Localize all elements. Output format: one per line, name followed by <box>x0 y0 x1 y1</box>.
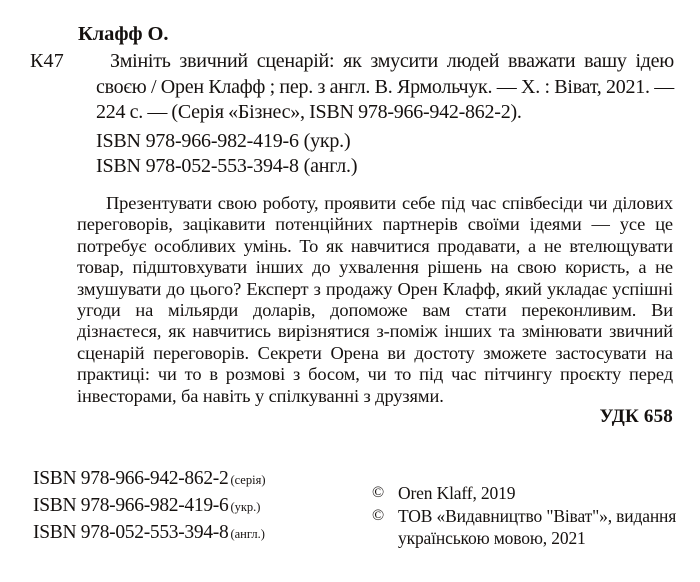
colophon-isbn-series <box>33 466 265 493</box>
isbn-number: ISBN 978-052-553-394-8 <box>33 522 229 543</box>
isbn-qualifier: (укр.) <box>230 500 261 514</box>
isbn-number: ISBN 978-966-942-862-2 <box>33 468 229 489</box>
colophon <box>0 466 700 582</box>
bibliographic-record <box>0 49 700 126</box>
copyright-notices <box>372 482 680 549</box>
cip-record-block <box>0 22 700 126</box>
copyright-icon: © <box>372 484 385 501</box>
cip-isbn-ukr: ISBN 978-966-982-419-6 (укр.) <box>96 130 351 152</box>
annotation-paragraph: Презентувати свою роботу, проявити себе під час співбесіди чи ділових переговорів, зацікавити потенційних партнерів своїми ідеями — усе це потребує особливих умінь. То як навчитися продавати, а не втелющувати товар, підштовхувати інших до ухвалення рішень на свою користь, а не змушувати до цього? Експерт з продажу Орен Клафф, який укладає успішні угоди на мільярди доларів, допоможе вам стати переконливим. Ви дізнаєтеся, як навчитись вирізнятися з-поміж інших та змінювати звичний сценарій переговорів. Секрети Орена ви достоту зможете застосувати на практиці: чи то в розмові з босом, чи то під час пітчингу проєкту перед інвесторами, ба навіть у спілкуванні з друзями. <box>77 193 673 406</box>
copyright-notice-publisher <box>372 505 680 549</box>
cip-isbn-list <box>96 129 357 178</box>
author-heading: Клафф О. <box>78 23 169 45</box>
isbn-number: ISBN 978-966-982-419-6 <box>33 495 229 516</box>
isbn-qualifier: (серія) <box>230 473 266 487</box>
copyright-icon: © <box>372 507 385 524</box>
udc-classification: УДК 658 <box>599 406 673 427</box>
shelf-mark: К47 <box>30 50 64 72</box>
bibliographic-record-text: Змініть звичний сценарій: як змусити людей вважати вашу ідею своєю / Орен Клафф ; пер. з англ. В. Ярмольчук. — Х. : Віват, 2021. — 224 с. — (Серія «Бізнес», ISBN 978-966-942-862-2). <box>96 50 674 123</box>
copyright-notice-author <box>372 482 680 504</box>
cip-isbn-eng: ISBN 978-052-553-394-8 (англ.) <box>96 154 358 177</box>
copyright-notice-text: ТОВ «Видавництво "Віват"», видання українською мовою, 2021 <box>398 506 677 548</box>
copyright-notice-text: Oren Klaff, 2019 <box>398 483 516 503</box>
colophon-isbn-ukr <box>33 493 265 520</box>
colophon-isbn-list <box>33 466 265 547</box>
colophon-isbn-eng <box>33 520 265 547</box>
isbn-qualifier: (англ.) <box>230 527 265 541</box>
